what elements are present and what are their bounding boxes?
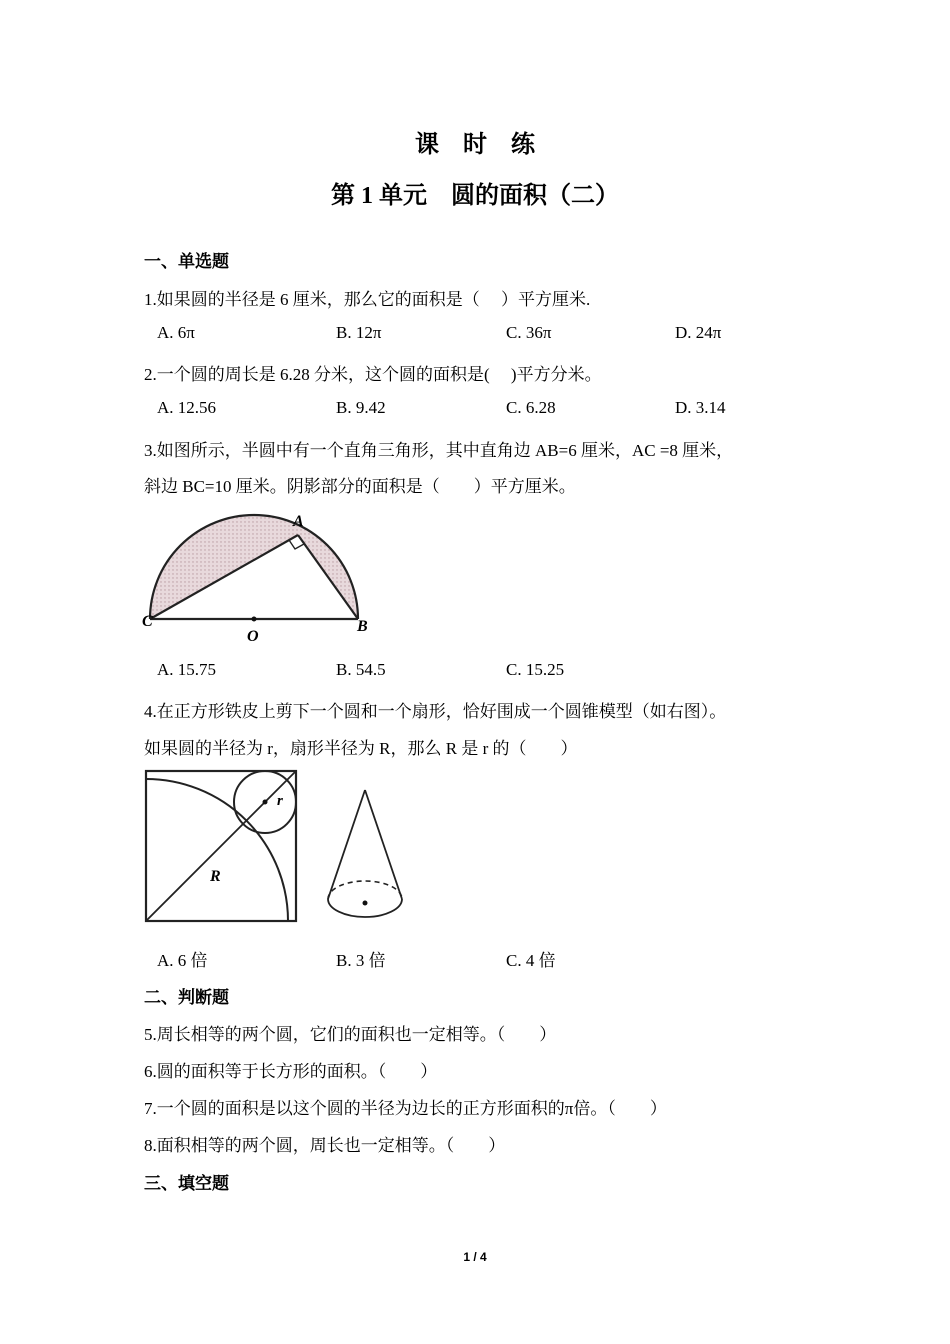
question-2-option-a: A. 12.56 <box>157 398 217 417</box>
question-8-text: 8.面积相等的两个圆，周长也一定相等。（ ） <box>144 1136 506 1155</box>
question-5-text: 5.周长相等的两个圆，它们的面积也一定相等。（ ） <box>144 1025 557 1044</box>
cone-right-edge <box>365 790 402 899</box>
question-4-option-c: C. 4 倍 <box>506 951 556 970</box>
question-2-option-b: B. 9.42 <box>336 398 386 417</box>
question-6-text: 6.圆的面积等于长方形的面积。（ ） <box>144 1062 438 1081</box>
shaded-region <box>150 515 358 619</box>
section-heading-fill-blank: 三、填空题 <box>144 1174 229 1194</box>
question-3-option-b: B. 54.5 <box>336 660 386 679</box>
cone-left-edge <box>328 790 365 899</box>
question-2-option-d: D. 3.14 <box>675 398 726 417</box>
page-subtitle: 第 1 单元 圆的面积（二） <box>331 183 619 209</box>
question-1-option-b: B. 12π <box>336 323 382 342</box>
question-1-option-c: C. 36π <box>506 323 552 342</box>
cone-figure <box>322 786 408 931</box>
page-number: 1 / 4 <box>463 1250 487 1264</box>
cone-base-center <box>363 901 368 906</box>
question-4-option-b: B. 3 倍 <box>336 951 386 970</box>
question-1-text: 1.如果圆的半径是 6 厘米，那么它的面积是（ ）平方厘米. <box>144 290 591 309</box>
center-point-o <box>252 617 257 622</box>
question-3-line-2: 斜边 BC=10 厘米。阴影部分的面积是（ ）平方厘米。 <box>144 477 576 496</box>
diagonal-line <box>146 771 296 921</box>
label-o: O <box>247 628 259 645</box>
label-big-r: R <box>210 868 221 885</box>
label-a: A <box>293 513 304 530</box>
cone-base-hidden-arc <box>328 881 402 899</box>
question-2-text: 2.一个圆的周长是 6.28 分米，这个圆的面积是( )平方分米。 <box>144 365 602 384</box>
label-r: r <box>277 793 283 809</box>
question-3-option-c: C. 15.25 <box>506 660 565 679</box>
label-c: C <box>142 613 153 630</box>
section-heading-true-false: 二、判断题 <box>144 988 229 1008</box>
page-title: 课 时 练 <box>415 132 535 158</box>
question-1-option-a: A. 6π <box>157 323 195 342</box>
section-heading-single-choice: 一、单选题 <box>144 252 229 272</box>
question-7-text: 7.一个圆的面积是以这个圆的半径为边长的正方形面积的π倍。（ ） <box>144 1099 667 1118</box>
semicircle-triangle-figure <box>140 505 380 650</box>
question-3-option-a: A. 15.75 <box>157 660 217 679</box>
square-circle-sector-figure <box>140 765 310 930</box>
question-4-line-1: 4.在正方形铁皮上剪下一个圆和一个扇形，恰好围成一个圆锥模型（如右图）。 <box>144 702 727 721</box>
small-circle-center <box>263 800 268 805</box>
question-4-option-a: A. 6 倍 <box>157 951 208 970</box>
question-2-option-c: C. 6.28 <box>506 398 556 417</box>
question-1-option-d: D. 24π <box>675 323 722 342</box>
question-3-line-1: 3.如图所示，半圆中有一个直角三角形，其中直角边 AB=6 厘米，AC =8 厘米， <box>144 441 734 460</box>
label-b: B <box>357 618 368 635</box>
question-4-line-2: 如果圆的半径为 r，扇形半径为 R，那么 R 是 r 的（ ） <box>144 739 578 758</box>
